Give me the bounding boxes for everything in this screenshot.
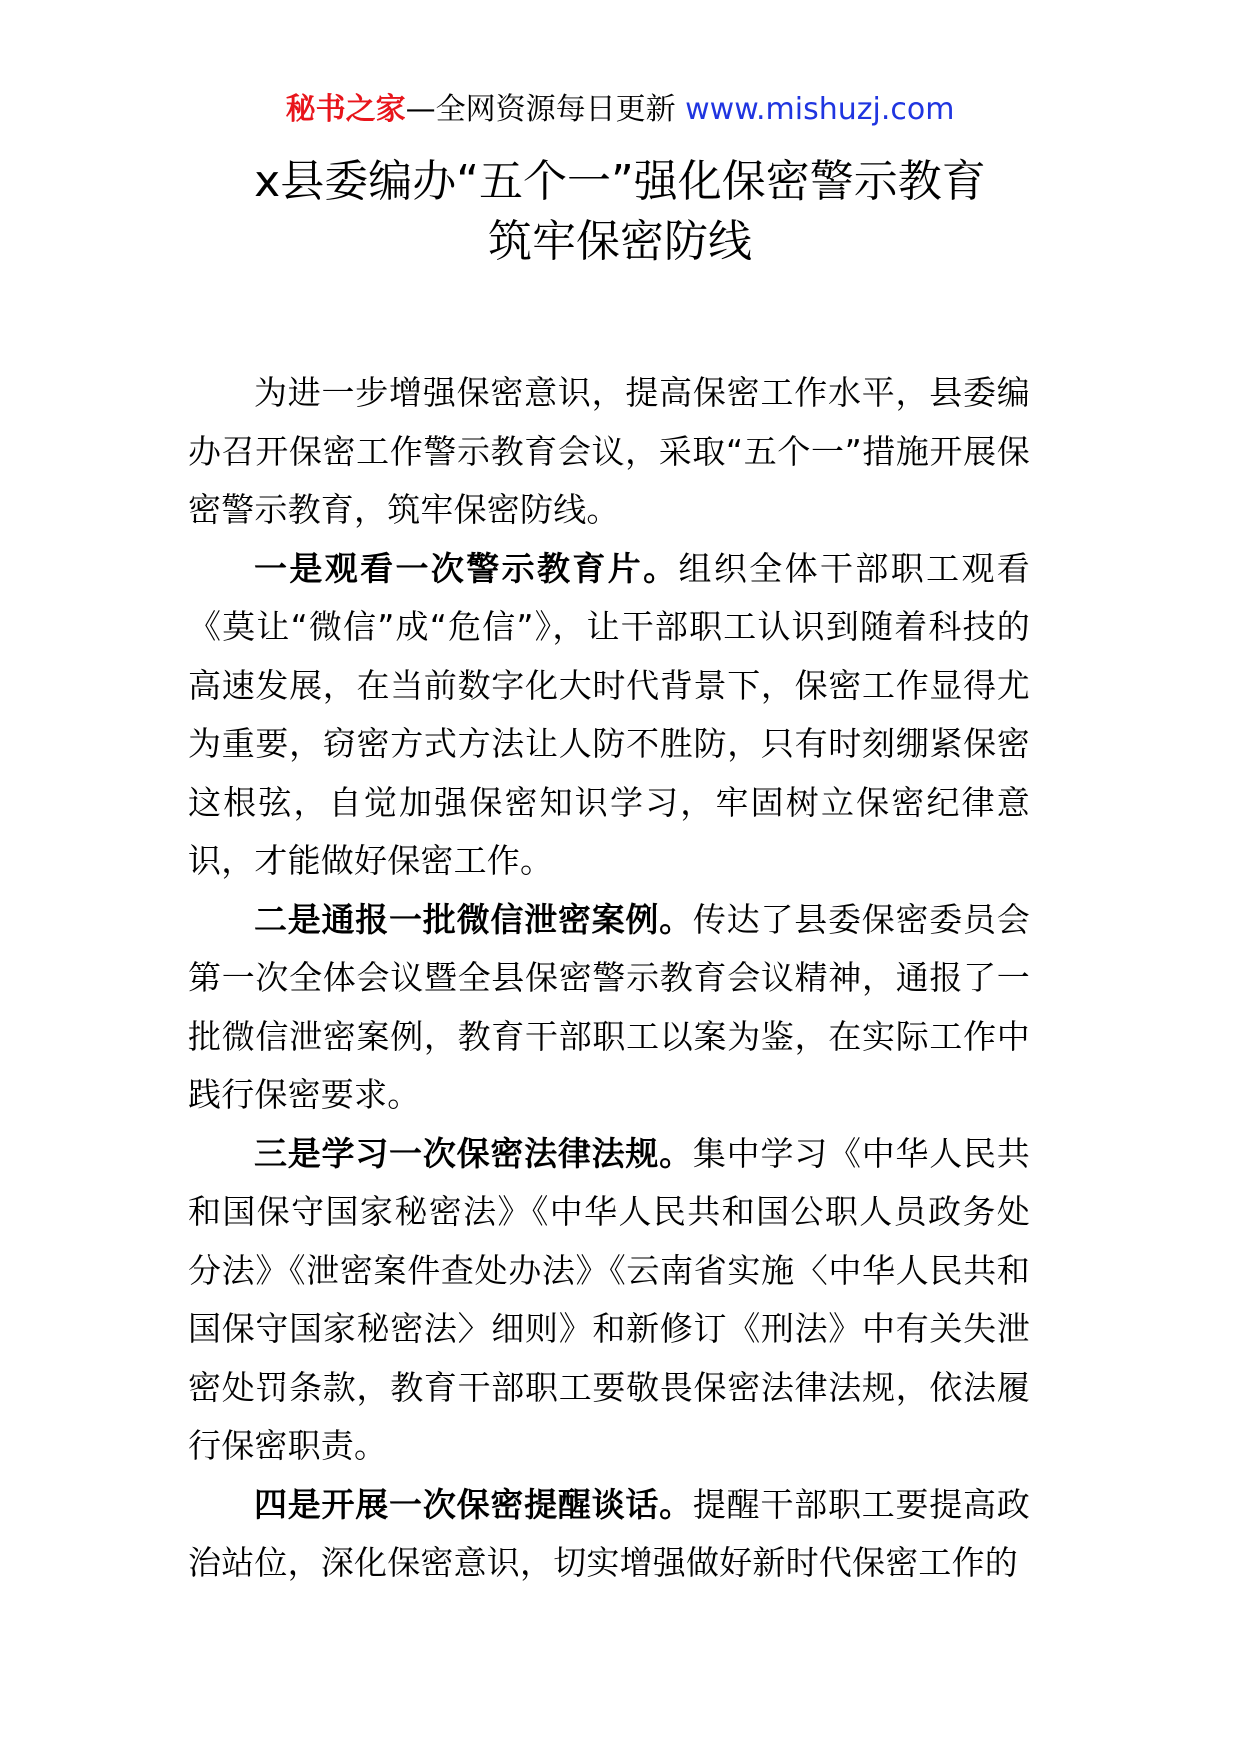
paragraph-lead: 三是学习一次保密法律法规。 — [254, 1133, 693, 1173]
document-body — [188, 364, 1030, 1593]
paragraph-intro — [188, 364, 1030, 540]
paragraph-text: 组织全体干部职工观看《莫让“微信”成“危信”》，让干部职工认识到随着科技的高速发展，在当前数字化大时代背景下，保密工作显得尤为重要，窃密方式方法让人防不胜防，只有时刻绷紧保密这根弦，自觉加强保密知识学习，牢固树立保密纪律意识，才能做好保密工作。 — [188, 548, 1031, 880]
header-tagline: —全网资源每日更新 — [405, 92, 676, 127]
paragraph-lead: 四是开展一次保密提醒谈话。 — [254, 1484, 693, 1524]
paragraph-text: 集中学习《中华人民共和国保守国家秘密法》《中华人民共和国公职人员政务处分法》《泄密案件查处办法》《云南省实施〈中华人民共和国保守国家秘密法〉细则》和新修订《刑法》中有关失泄密处罚条款，教育干部职工要敬畏保密法律法规，依法履行保密职责。 — [188, 1133, 1030, 1465]
title-line-2: 筑牢保密防线 — [488, 216, 752, 267]
title-line-1: x县委编办“五个一”强化保密警示教育 — [254, 156, 986, 207]
header-url-link[interactable]: www.mishuzj.com — [685, 92, 955, 127]
header-brand: 秘书之家 — [285, 92, 406, 127]
paragraph-item-4 — [188, 1476, 1030, 1593]
paragraph-text: 为进一步增强保密意识，提高保密工作水平，县委编办召开保密工作警示教育会议，采取“五个一”措施开展保密警示教育，筑牢保密防线。 — [188, 373, 1030, 529]
paragraph-lead: 一是观看一次警示教育片。 — [254, 548, 679, 588]
paragraph-item-2 — [188, 891, 1030, 1125]
paragraph-text: 提醒干部职工要提高政治站位，深化保密意识，切实增强做好新时代保密工作的 — [188, 1484, 1030, 1582]
site-header — [0, 88, 1240, 132]
paragraph-text: 传达了县委保密委员会第一次全体会议暨全县保密警示教育会议精神，通报了一批微信泄密案例，教育干部职工以案为鉴，在实际工作中践行保密要求。 — [188, 899, 1030, 1114]
document-title — [120, 152, 1120, 272]
paragraph-item-1 — [188, 540, 1030, 891]
paragraph-lead: 二是通报一批微信泄密案例。 — [254, 899, 693, 939]
paragraph-item-3 — [188, 1125, 1030, 1476]
